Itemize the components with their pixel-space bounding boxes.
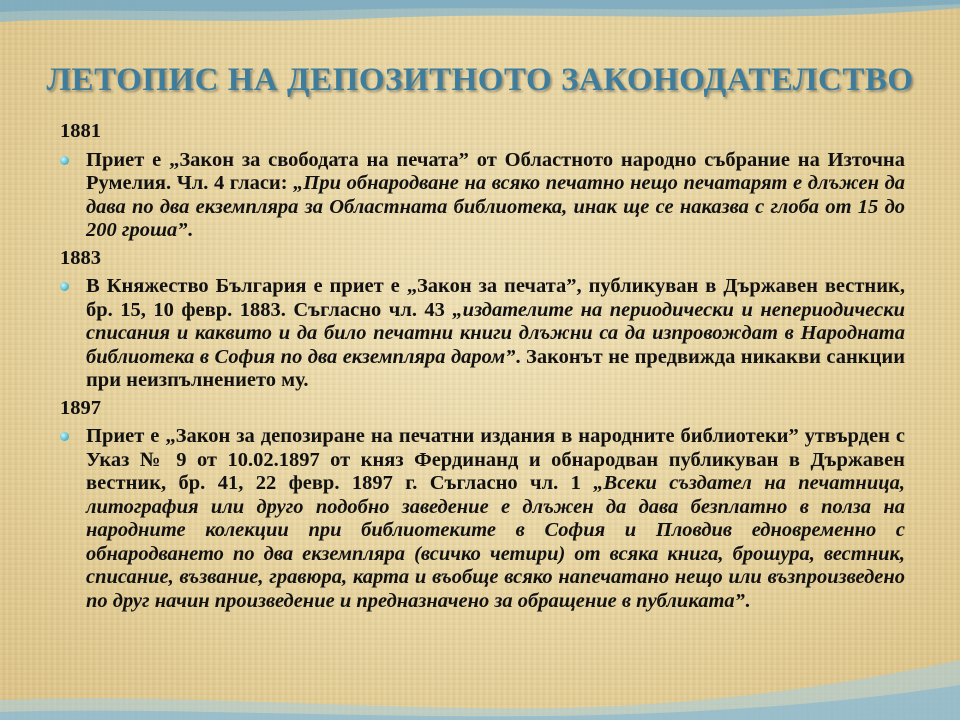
entry-text-plain: В Княжество България е приет е „Закон за печата”, публикуван в Държавен вестник, бр. 15, 10 февр. 1883. Съгласно чл. 43 — [86, 275, 905, 321]
slide-content — [60, 120, 905, 617]
entry-1897 — [60, 397, 905, 614]
bullet-item — [60, 275, 905, 393]
year-label: 1881 — [60, 120, 101, 142]
entry-quote: „При обнародване на всяко печатно нещо печатарят е длъжен да дава по два екземпляра за Областната библиотека, инак ще се наказва с глоба от 15 до 200 гроша” — [86, 172, 905, 241]
entry-text-after: . — [744, 589, 751, 612]
entry-text — [86, 149, 905, 243]
bullet-icon — [60, 275, 86, 291]
bullet-icon — [60, 425, 86, 441]
entry-quote: „издателите на периодически и непериодически списания и каквито и да било печатни книги длъжни са да изпровождат в Народната библиотека в София по два екземпляра даром” — [86, 298, 905, 368]
entry-text — [86, 275, 905, 393]
bottom-wave-decoration — [0, 650, 960, 720]
top-wave-decoration — [0, 0, 960, 60]
bullet-item — [60, 425, 905, 613]
entry-quote: „Всеки създател на печатница, литография или друго подобно заведение е длъжен да дава безплатно в полза на народните колекции при библиотеките в София и Пловдив едновременно с обнародването по два екземпляра (всичко четири) от всяка книга, брошура, вестник, списание, възвание, гравюра, карта и въобще всяко напечатано нещо или възпроизведено по друг начин произведение и предназначено за обращение в публиката” — [86, 472, 905, 612]
entry-text-plain: Приет е „Закон за свободата на печата” от Областното народно събрание на Източна Румелия. Чл. 4 гласи: — [86, 148, 905, 194]
entry-text — [86, 425, 905, 613]
year-label: 1897 — [60, 396, 101, 419]
entry-1883 — [60, 247, 905, 393]
bullet-icon — [60, 149, 86, 165]
entry-text-after: . Законът не предвижда никакви санкции при неизпълнението му. — [86, 345, 906, 391]
entry-text-plain: Приет е „Закон за депозиране на печатни издания в народните библиотеки” утвърден с Указ № 9 от 10.02.1897 от княз Фердинанд и обнародван публикуван в Държавен вестник, бр. 41, 22 февр. 1897 г. Съгласно чл. 1 — [86, 425, 905, 494]
bullet-item — [60, 149, 905, 243]
slide-title: ЛЕТОПИС НА ДЕПОЗИТНОТО ЗАКОНОДАТЕЛСТВО — [46, 62, 914, 99]
entry-text-after: . — [187, 219, 193, 241]
year-label: 1883 — [60, 246, 101, 269]
entry-1881 — [60, 120, 905, 243]
